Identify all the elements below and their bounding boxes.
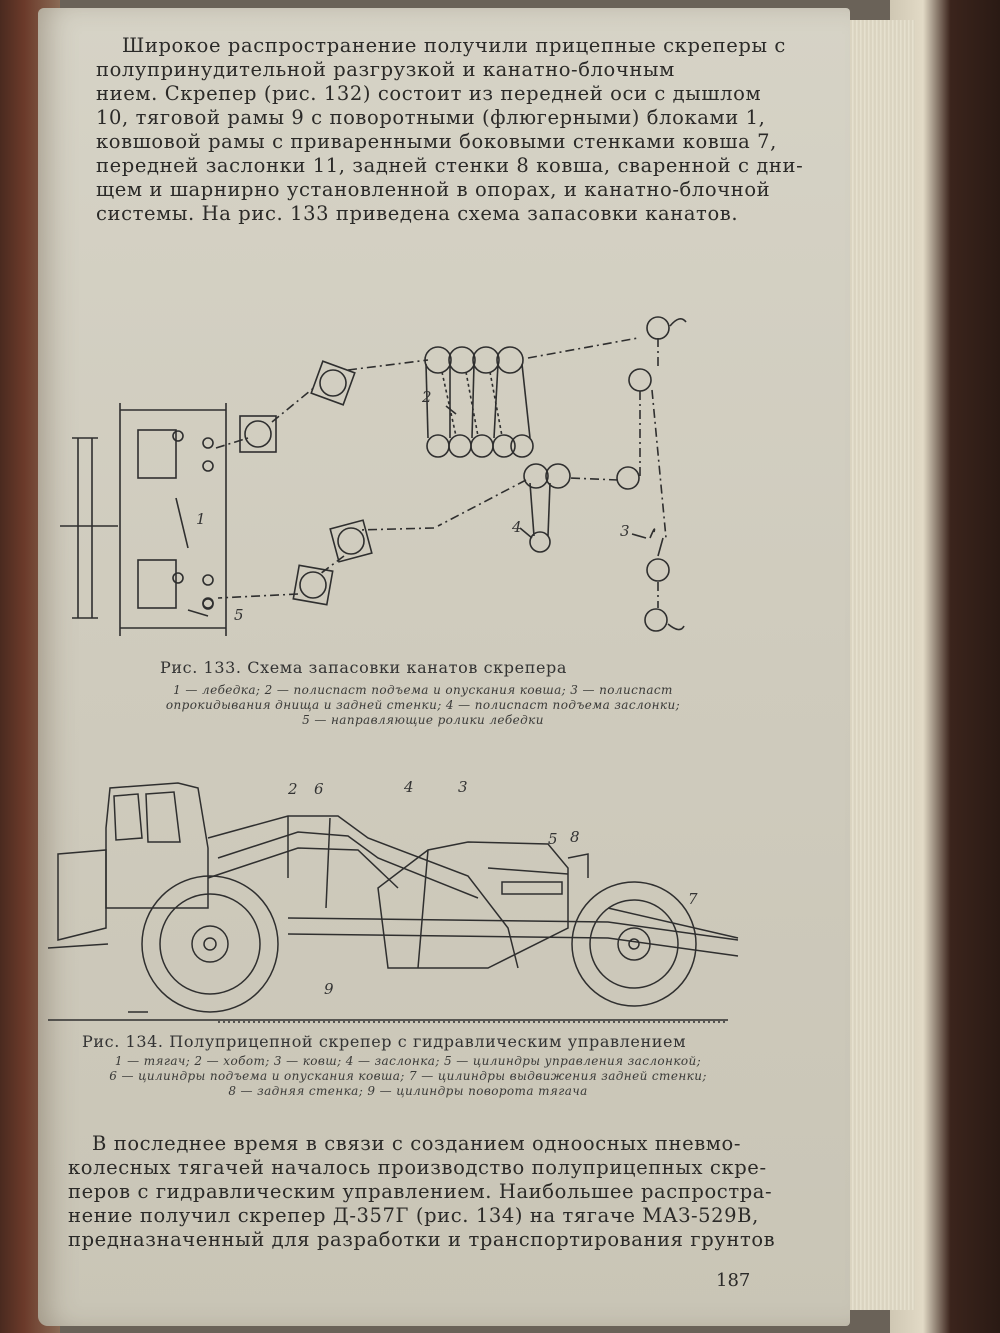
text-line: нием. Скрепер (рис. 132) состоит из передней оси с дышлом bbox=[96, 82, 762, 105]
page-number: 187 bbox=[716, 1270, 751, 1291]
legend-line: 5 — направляющие ролики лебедки bbox=[302, 713, 544, 727]
top-paragraph bbox=[96, 34, 804, 226]
text-line: предназначенный для разработки и транспортирования грунтов bbox=[68, 1228, 776, 1251]
fig134-label-2: 2 bbox=[288, 780, 298, 798]
fig134-label-7: 7 bbox=[688, 890, 698, 908]
fig134-label-9: 9 bbox=[324, 980, 334, 998]
fig134-label-5: 5 bbox=[548, 830, 558, 848]
text-line: ковшовой рамы с приваренными боковыми стенками ковша 7, bbox=[96, 130, 777, 153]
bottom-paragraph bbox=[68, 1132, 776, 1252]
text-line: нение получил скрепер Д-357Г (рис. 134) на тягаче МАЗ-529В, bbox=[68, 1204, 759, 1227]
text-line: В последнее время в связи с созданием одноосных пневмо- bbox=[92, 1132, 742, 1155]
fig133-label-3: 3 bbox=[620, 522, 630, 540]
text-line: 10, тяговой рамы 9 с поворотными (флюгерными) блоками 1, bbox=[96, 106, 766, 129]
text-line: щем и шарнирно установленной в опорах, и канатно-блочной bbox=[96, 178, 771, 201]
fig134-label-6: 6 bbox=[314, 780, 324, 798]
text-line: перов с гидравлическим управлением. Наибольшее распростра- bbox=[68, 1180, 773, 1203]
legend-line: 1 — лебедка; 2 — полиспаст подъема и опускания ковша; 3 — полиспаст bbox=[173, 683, 673, 697]
figure-134-legend bbox=[58, 1054, 758, 1099]
legend-line: 1 — тягач; 2 — хобот; 3 — ковш; 4 — заслонка; 5 — цилиндры управления заслонкой; bbox=[114, 1054, 702, 1068]
fig134-label-8: 8 bbox=[570, 828, 580, 846]
figure-133-rope-diagram bbox=[58, 298, 748, 658]
figure-133-title: Рис. 133. Схема запасовки канатов скрепера bbox=[160, 658, 568, 677]
text-line: колесных тягачей началось производство полуприцепных скре- bbox=[68, 1156, 767, 1179]
fig133-label-5: 5 bbox=[234, 606, 244, 624]
text-line: полупринудительной разгрузкой и канатно-блочным bbox=[96, 58, 675, 81]
fig134-label-4: 4 bbox=[404, 778, 414, 796]
figure-133-legend bbox=[78, 683, 768, 728]
legend-line: 8 — задняя стенка; 9 — цилиндры поворота тягача bbox=[228, 1084, 588, 1098]
text-line: системы. На рис. 133 приведена схема запасовки канатов. bbox=[96, 202, 739, 225]
fig134-label-3: 3 bbox=[458, 778, 468, 796]
figure-134-title: Рис. 134. Полуприцепной скрепер с гидравлическим управлением bbox=[82, 1032, 687, 1051]
text-line: передней заслонки 11, задней стенки 8 ковша, сваренной с дни- bbox=[96, 154, 804, 177]
book-page bbox=[38, 8, 850, 1326]
figure-134-scraper-drawing bbox=[48, 758, 728, 1028]
text-line: Широкое распространение получили прицепные скреперы с bbox=[122, 34, 786, 57]
legend-line: опрокидывания днища и задней стенки; 4 — полиспаст подъема заслонки; bbox=[165, 698, 681, 712]
legend-line: 6 — цилиндры подъема и опускания ковша; 7 — цилиндры выдвижения задней стенки; bbox=[109, 1069, 707, 1083]
fig133-label-1: 1 bbox=[196, 510, 206, 528]
fig133-label-2: 2 bbox=[422, 388, 432, 406]
fig133-label-4: 4 bbox=[512, 518, 522, 536]
page-edges bbox=[845, 20, 915, 1310]
